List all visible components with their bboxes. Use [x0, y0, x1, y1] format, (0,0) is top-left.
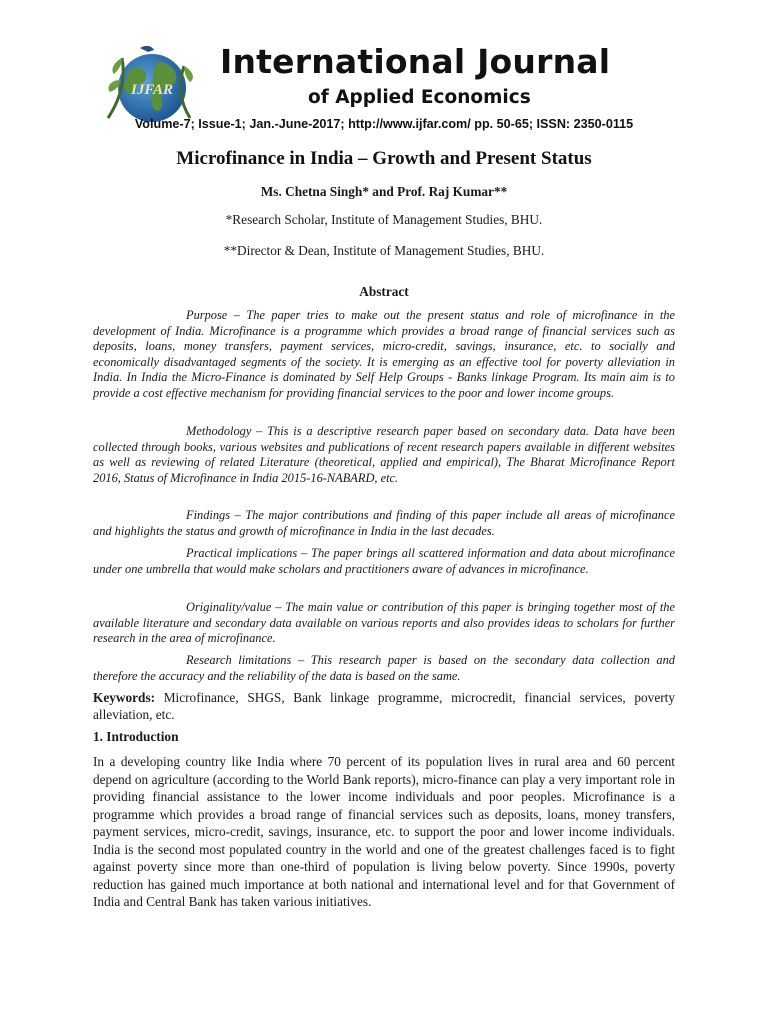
introduction-body: In a developing country like India where 70 percent of its population lives in rural area and 60 percent depend on agriculture (according to the World Bank reports), micro-finance can play a very important role in providing financial assistance to the lower income individuals and poor peoples. Microfinance is a programme which provides a broad range of financial services such as deposits, loans, money transfers, payment services, micro-credit, savings, insurance, etc. to support the poor and lower income individuals. India is the second most populated country in the world and one of the greatest challenges faced is to fight against poverty since more than one-third of population is living below poverty. Since 1990s, poverty reduction has gained much importance at both national and international level and for that Government of India and Central Bank has taken various initiatives.	[93, 754, 675, 909]
abstract-methodology-text: Methodology – This is a descriptive research paper based on secondary data. Data have been collected through books, various websites and publications of recent research papers available in different websites as well as reviewing of related Literature (theoretical, applied and empirical), The Bharat Microfinance Report 2016, Status of Microfinance in India 2015-16-NABARD, etc.	[93, 424, 675, 485]
affiliation-1: *Research Scholar, Institute of Management Studies, BHU.	[225, 212, 543, 227]
keywords-label: Keywords:	[93, 690, 156, 705]
abstract-purpose-text: Purpose – The paper tries to make out the present status and role of microfinance in the development of India. Microfinance is a programme which provides a broad range of financial services such as deposits, loans, money transfers, payment services, micro-credit, savings, insurance, etc. to socially and economically disadvantaged segments of the society. It is emerging as an effective tool for poverty alleviation in India. In India the Micro-Finance is dominated by Self Help Groups - Banks linkage Program. Its main aim is to provide a cost effective mechanism for providing financial services to the poor and lower income groups.	[93, 308, 675, 400]
abstract-methodology	[93, 424, 675, 486]
affiliation-2: **Director & Dean, Institute of Management Studies, BHU.	[223, 243, 545, 258]
keywords	[93, 689, 675, 723]
keywords-text: Microfinance, SHGS, Bank linkage programme, microcredit, financial services, poverty alleviation, etc.	[93, 690, 675, 722]
abstract-findings	[93, 508, 675, 539]
abstract-originality-text: Originality/value – The main value or contribution of this paper is bringing together most of the available literature and secondary data available on various reports and also provides ideas to scholars for further research in the area of microfinance.	[93, 600, 675, 646]
paper-authors: Ms. Chetna Singh* and Prof. Raj Kumar**	[260, 184, 508, 199]
abstract-heading: Abstract	[359, 284, 409, 299]
introduction-heading: 1. Introduction	[93, 729, 179, 744]
abstract-purpose	[93, 308, 675, 402]
journal-logo-globe	[100, 40, 200, 128]
abstract-practical-text: Practical implications – The paper brings all scattered information and data about microfinance under one umbrella that would make scholars and practitioners aware of advances in microfinance.	[93, 546, 675, 576]
abstract-findings-text: Findings – The major contributions and finding of this paper include all areas of microfinance and highlights the status and growth of microfinance in India in the last decades.	[93, 508, 675, 538]
abstract-limitations-text: Research limitations – This research paper is based on the secondary data collection and therefore the accuracy and the reliability of the data is based on the same.	[93, 653, 675, 683]
logo-lettering: IJFAR	[131, 82, 173, 98]
abstract-originality	[93, 600, 675, 647]
paper-title: Microfinance in India – Growth and Present Status	[176, 148, 592, 169]
journal-name: International Journal	[220, 42, 611, 81]
journal-subtitle: of Applied Economics	[308, 87, 531, 108]
abstract-limitations	[93, 653, 675, 684]
volume-issue-line: Volume-7; Issue-1; Jan.-June-2017; http://www.ijfar.com/ pp. 50-65; ISSN: 2350-0115	[134, 117, 634, 131]
abstract-practical	[93, 546, 675, 577]
